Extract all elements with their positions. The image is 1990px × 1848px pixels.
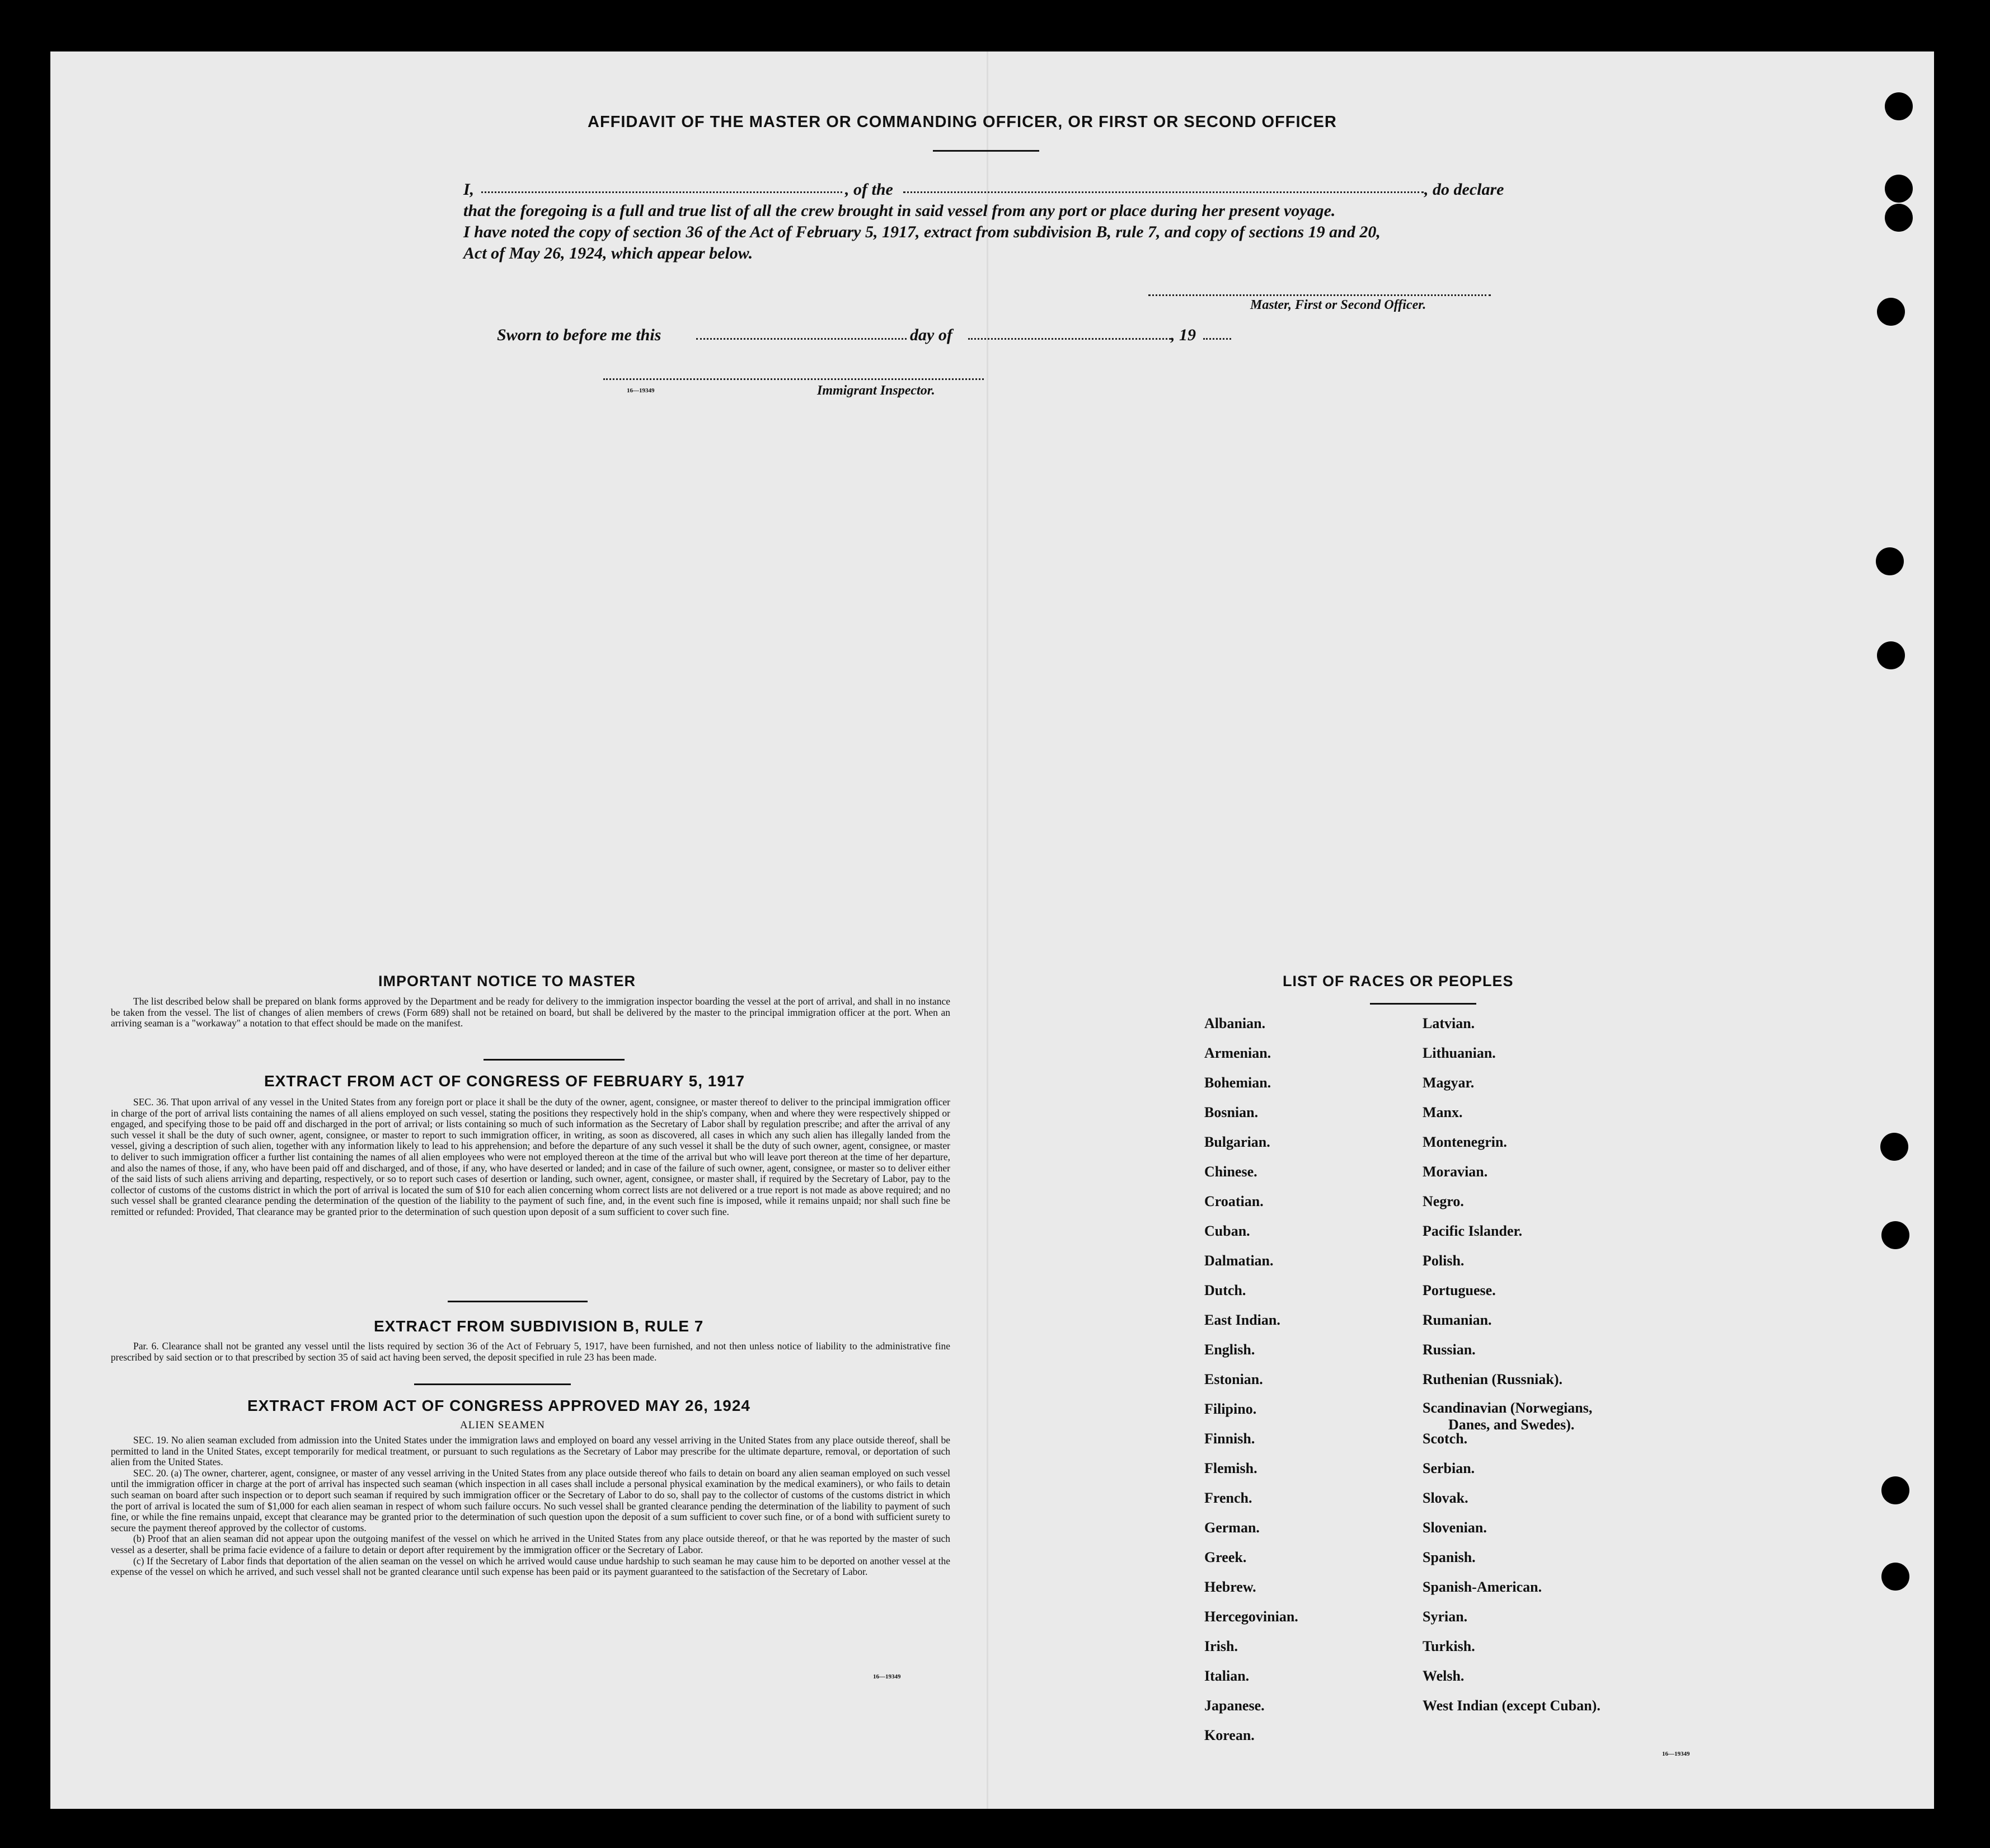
extract-1924-body: [111, 1435, 950, 1578]
race-item: Albanian.: [1204, 1015, 1266, 1031]
sworn-day-field[interactable]: [696, 338, 907, 340]
race-item: Welsh.: [1423, 1668, 1465, 1684]
punch-hole: [1877, 641, 1905, 669]
day-of-label: day of: [910, 326, 952, 344]
race-item: Slovenian.: [1423, 1519, 1487, 1536]
affidavit-line-3: I have noted the copy of section 36 of the Act of February 5, 1917, extract from subdivision B, rule 7, and copy of sections 19 and 20,: [463, 223, 1381, 241]
race-item: Cuban.: [1204, 1223, 1250, 1239]
race-item: Greek.: [1204, 1549, 1247, 1565]
race-item: Finnish.: [1204, 1430, 1255, 1447]
punch-hole: [1876, 547, 1904, 575]
extract-rule7-title: EXTRACT FROM SUBDIVISION B, RULE 7: [374, 1317, 704, 1335]
extract-1917-text: SEC. 36. That upon arrival of any vessel in the United States from any foreign port or place it shall be the duty of the owner, agent, consignee, or master thereof to deliver to the principal immigration officer in charge of the port of arrival lists containing the names of all aliens employed on such vessel, stating the positions they respectively hold in the ship's company, when and where they were respectively shipped or engaged, and specifying those to be paid off and discharged in the port of arrival; or lists containing so much of such information as the Secretary of Labor shall by regulation prescribe; and after the arrival of any such vessel it shall be the duty of such owner, agent, consignee, or master to report to such immigration officer, in writing, as soon as discovered, all cases in which any such alien has illegally landed from the vessel, giving a description of such alien, together with any information likely to lead to his apprehension; and before the departure of any such vessel it shall be the duty of such owner, agent, consignee, or master to deliver to such immigration officer a further list containing the names of all alien employees who were not employed thereon at the time of the arrival but who will leave port thereon at the time of her departure, and also the names of those, if any, who have been paid off and discharged, and of those, if any, who have deserted or landed; and in case of the failure of such owner, agent, consignee, or master so to deliver either of the said lists of such aliens arriving and departing, respectively, or so to report such cases of desertion or landing, such owner, agent, consignee, or master shall, if required by the Secretary of Labor, pay to the collector of customs of the customs district in which the port of arrival is located the sum of $10 for each alien concerning whom correct lists are not delivered or a true report is not made as above required; and no such vessel shall be granted clearance pending the determination of the question of the liability to the payment of such fine, and, in the event such fine is imposed, while it remains unpaid; nor shall such fine be remitted or refunded: Provided, That clearance may be granted prior to the determination of such question upon deposit of a sum sufficient to cover such fine.: [111, 1096, 950, 1217]
of-the-label: , of the: [845, 180, 893, 199]
punch-hole: [1885, 92, 1913, 120]
master-signature-field[interactable]: [1148, 294, 1491, 296]
race-item: Scotch.: [1423, 1430, 1468, 1447]
race-item: Moravian.: [1423, 1164, 1488, 1180]
race-item: Serbian.: [1423, 1460, 1475, 1476]
form-sheet: [50, 51, 1934, 1809]
punch-hole: [1881, 1563, 1909, 1591]
name-field[interactable]: [481, 191, 842, 193]
title-rule: [933, 150, 1039, 152]
punch-hole: [1877, 298, 1905, 326]
race-item: Dalmatian.: [1204, 1253, 1274, 1269]
race-item: Spanish-American.: [1423, 1579, 1542, 1595]
sec19-text: SEC. 19. No alien seaman excluded from admission into the United States under the immigration laws and employed on board any vessel arriving in the United States from any place outside thereof, shall be permitted to land in the United States, except temporarily for medical treatment, or pursuant to such regulations as the Secretary of Labor may prescribe for the ultimate departure, removal, or deportation of such alien from the United States.: [111, 1434, 950, 1468]
race-item: Magyar.: [1423, 1075, 1475, 1091]
form-number: 16—19349: [1662, 1751, 1690, 1757]
race-item: East Indian.: [1204, 1312, 1280, 1328]
race-item: Italian.: [1204, 1668, 1250, 1684]
i-label: I,: [463, 180, 475, 199]
section-rule: [448, 1301, 588, 1302]
extract-1924-title: EXTRACT FROM ACT OF CONGRESS APPROVED MAY 26, 1924: [247, 1397, 750, 1414]
extract-1917-title: EXTRACT FROM ACT OF CONGRESS OF FEBRUARY 5, 1917: [264, 1072, 745, 1090]
race-item: Slovak.: [1423, 1490, 1468, 1506]
race-item: Croatian.: [1204, 1193, 1264, 1209]
sec20b-text: (b) Proof that an alien seaman did not appear upon the outgoing manifest of the vessel on which he arrived in the United States from any place outside thereof, or that he was reported by the master of such vessel as a deserter, shall be prima facie evidence of a failure to detain or deport after requirement by the immigration officer or the Secretary of Labor.: [111, 1533, 950, 1555]
year-label: , 19: [1171, 326, 1196, 344]
race-item: Bohemian.: [1204, 1075, 1271, 1091]
race-item: Montenegrin.: [1423, 1134, 1507, 1150]
affidavit-line-4: Act of May 26, 1924, which appear below.: [463, 244, 753, 262]
race-item: English.: [1204, 1342, 1255, 1358]
notice-text: The list described below shall be prepared on blank forms approved by the Department and be ready for delivery to the immigration inspector boarding the vessel at the port of arrival, and shall in no instance be taken from the vessel. The list of changes of alien members of crews (Form 689) shall not be retained on board, but shall be delivered by the master to the principal immigration officer at the port. When an arriving seaman is a "workaway" a notation to that effect should be made on the manifest.: [111, 996, 950, 1029]
extract-1924-subtitle: ALIEN SEAMEN: [460, 1419, 545, 1431]
race-item: Latvian.: [1423, 1015, 1475, 1031]
race-item: West Indian (except Cuban).: [1423, 1697, 1601, 1714]
race-item: Rumanian.: [1423, 1312, 1492, 1328]
declare-label: , do declare: [1424, 180, 1504, 199]
race-item: Lithuanian.: [1423, 1045, 1496, 1061]
race-item: Dutch.: [1204, 1282, 1246, 1298]
title-rule: [1370, 1003, 1476, 1005]
punch-hole: [1881, 1476, 1909, 1504]
section-rule: [414, 1383, 571, 1385]
sworn-label: Sworn to before me this: [497, 326, 661, 344]
punch-hole: [1885, 204, 1913, 232]
race-item: Irish.: [1204, 1638, 1238, 1654]
race-item: Ruthenian (Russniak).: [1423, 1371, 1562, 1387]
punch-hole: [1880, 1133, 1908, 1161]
race-item: Pacific Islander.: [1423, 1223, 1523, 1239]
sworn-year-field[interactable]: [1203, 338, 1231, 340]
race-item: Danes, and Swedes).: [1448, 1417, 1575, 1433]
race-item: Chinese.: [1204, 1164, 1257, 1180]
vessel-field[interactable]: [903, 191, 1424, 193]
notice-title: IMPORTANT NOTICE TO MASTER: [378, 973, 636, 989]
races-title: LIST OF RACES OR PEOPLES: [1283, 973, 1514, 989]
race-item: Turkish.: [1423, 1638, 1475, 1654]
race-item: Spanish.: [1423, 1549, 1476, 1565]
race-item: German.: [1204, 1519, 1260, 1536]
race-item: Hebrew.: [1204, 1579, 1256, 1595]
race-item: Bulgarian.: [1204, 1134, 1270, 1150]
affidavit-line-1: [463, 180, 474, 199]
extract-rule7-text: Par. 6. Clearance shall not be granted any vessel until the lists required by section 36 of the Act of February 5, 1917, have been furnished, and not then unless notice of liability to the administrative fine prescribed by said section or to that prescribed by section 35 of said act having been served, the deposit specified in rule 23 has been made.: [111, 1340, 950, 1363]
race-item: Armenian.: [1204, 1045, 1271, 1061]
race-item: Syrian.: [1423, 1608, 1468, 1625]
inspector-label: Immigrant Inspector.: [817, 383, 935, 398]
sworn-month-field[interactable]: [968, 338, 1171, 340]
race-item: Filipino.: [1204, 1401, 1257, 1417]
race-item: Bosnian.: [1204, 1104, 1259, 1120]
punch-hole: [1885, 175, 1913, 203]
race-item: Hercegovinian.: [1204, 1608, 1298, 1625]
race-item: French.: [1204, 1490, 1252, 1506]
race-item: Russian.: [1423, 1342, 1476, 1358]
race-item: Japanese.: [1204, 1697, 1265, 1714]
punch-hole: [1881, 1221, 1909, 1249]
affidavit-line-2: that the foregoing is a full and true list of all the crew brought in said vessel from any port or place during her present voyage.: [463, 201, 1336, 220]
race-item: Scandinavian (Norwegians,: [1423, 1400, 1593, 1416]
affidavit-title: AFFIDAVIT OF THE MASTER OR COMMANDING OFFICER, OR FIRST OR SECOND OFFICER: [588, 113, 1337, 131]
race-item: Manx.: [1423, 1104, 1463, 1120]
inspector-signature-field[interactable]: [603, 378, 984, 380]
section-rule: [484, 1059, 625, 1061]
sec20c-text: (c) If the Secretary of Labor finds that deportation of the alien seaman on the vessel on which he arrived would cause undue hardship to such seaman he may cause him to be deported on another vessel at the expense of the vessel on which he arrived, and such vessel shall not be granted clearance until such expense has been paid or its payment guaranteed to the satisfaction of the Secretary of Labor.: [111, 1555, 950, 1578]
race-item: Polish.: [1423, 1253, 1465, 1269]
master-label: Master, First or Second Officer.: [1250, 298, 1426, 312]
race-item: Negro.: [1423, 1193, 1464, 1209]
sec20a-text: SEC. 20. (a) The owner, charterer, agent, consignee, or master of any vessel arriving in the United States from any place outside thereof who fails to detain on board any alien seaman employed on such vessel until the immigration officer in charge at the port of arrival has inspected such seaman (which inspection in all cases shall include a personal physical examination by the medical examiners), or who fails to detain such seaman on board after such inspection or to deport such seaman if required by such immigration officer or the Secretary of Labor to do so, shall pay to the collector of customs of the customs district in which the port of arrival is located the sum of $1,000 for each alien seaman in respect of whom such failure occurs. No such vessel shall be granted clearance pending the determination of the liability to payment of such fine, or while the fine remains unpaid, except that clearance may be granted prior to the determination of such question upon the deposit of a sum sufficient to cover such fine, or of a bond with sufficient surety to secure the payment thereof approved by the collector of customs.: [111, 1467, 950, 1533]
page-fold: [987, 51, 988, 1809]
race-item: Portuguese.: [1423, 1282, 1496, 1298]
race-item: Korean.: [1204, 1727, 1255, 1743]
form-number: 16—19349: [873, 1673, 901, 1680]
race-item: Flemish.: [1204, 1460, 1257, 1476]
form-number: 16—19349: [627, 387, 655, 394]
race-item: Estonian.: [1204, 1371, 1263, 1387]
